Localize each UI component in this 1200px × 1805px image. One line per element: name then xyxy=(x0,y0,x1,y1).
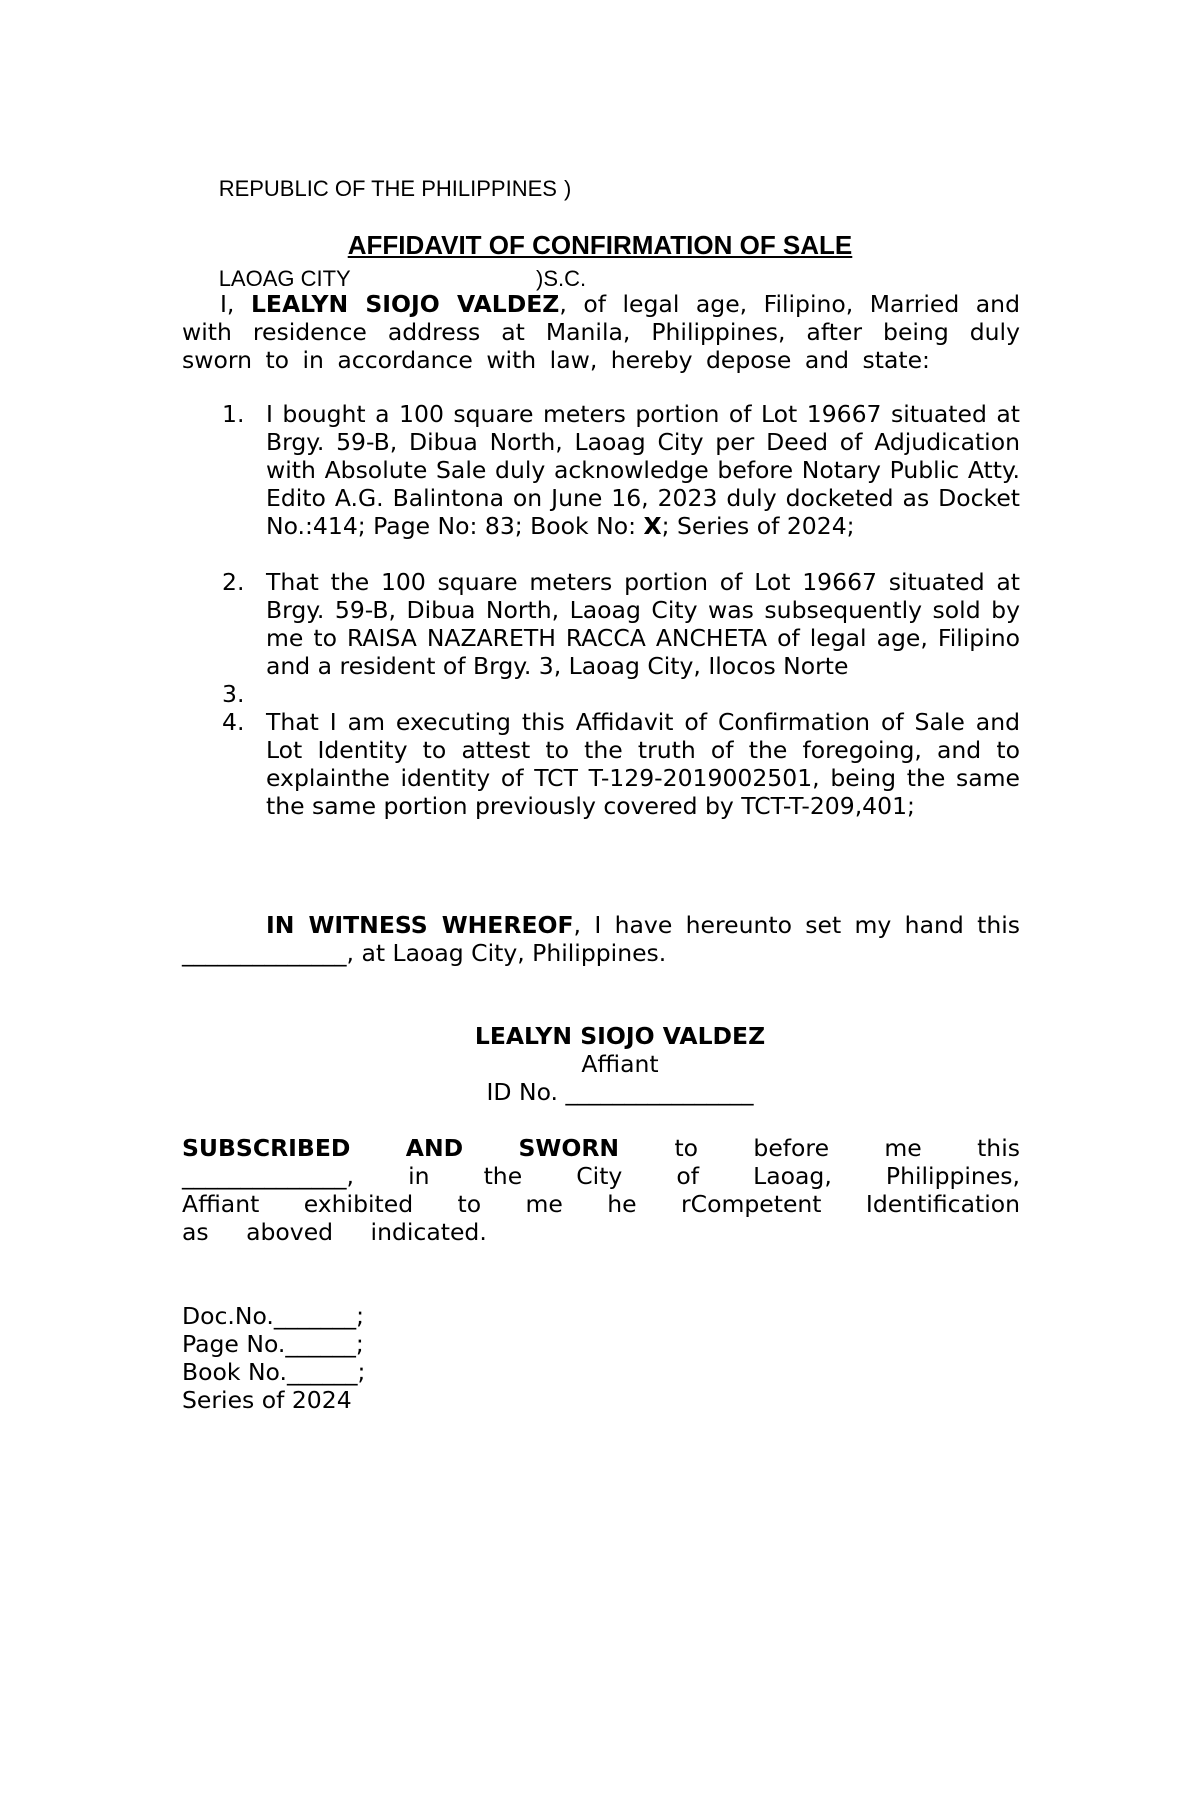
jurat-paragraph xyxy=(182,1134,1020,1246)
signatory-role: Affiant xyxy=(581,1050,659,1078)
item-text: That the 100 square meters portion of Lot 19667 situated at Brgy. 59-B, Dibua North, Laoag City was subsequently sold by me to RAISA NAZARETH RACCA ANCHETA of legal age, Filipino and a resident of Brgy. 3, Laoag City, Ilocos Norte xyxy=(266,568,1020,680)
signature-block xyxy=(0,1022,1200,1106)
intro-paragraph xyxy=(182,290,1020,374)
item-text: That I am executing this Affidavit of Confirmation of Sale and Lot Identity to attest to the truth of the foregoing, and to explainthe identity of TCT T-129-2019002501, being the same the same portion previously covered by TCT-T-209,401; xyxy=(266,708,1020,820)
list-item xyxy=(182,400,1020,540)
statement-list xyxy=(182,400,1020,820)
series: Series of 2024 xyxy=(182,1386,352,1414)
document-title: AFFIDAVIT OF CONFIRMATION OF SALE xyxy=(347,230,853,260)
jurat-word-3: SWORN xyxy=(518,1134,620,1162)
venue-republic: REPUBLIC OF THE PHILIPPINES xyxy=(218,176,557,201)
item-number: 3. xyxy=(222,680,245,708)
intro-text: , of legal age, Filipino, Married and with residence address at Manila, Philippines, after being duly sworn to in accordance with law, hereby depose and state: xyxy=(182,290,1020,374)
item-number: 1. xyxy=(222,400,245,428)
jurat-word-2: AND xyxy=(405,1134,464,1162)
intro-prefix: I, xyxy=(220,290,235,318)
item-number: 4. xyxy=(222,708,245,736)
list-item xyxy=(182,708,1020,820)
doc-no: Doc.No._______; xyxy=(182,1302,365,1330)
list-item xyxy=(182,568,1020,680)
book-no: Book No.______; xyxy=(182,1358,366,1386)
item-text: I bought a 100 square meters portion of Lot 19667 situated at Brgy. 59-B, Dibua North, Laoag City per Deed of Adjudication with Absolute Sale duly acknowledge before Notary Public Atty. Edito A.G. Balintona on June 16, 2023 duly docketed as Docket No.:414; Page No: 83; Book No: xyxy=(266,400,1020,540)
jurat-text: to before me this ______________, in the City of Laoag, Philippines, Affiant exhibited to me he rCompetent Identification as aboved indicated. xyxy=(182,1134,1020,1246)
venue-city: LAOAG CITY xyxy=(218,266,351,291)
item-book-no: X xyxy=(643,512,662,540)
witness-heading: IN WITNESS WHEREOF xyxy=(266,911,574,939)
witness-paragraph xyxy=(182,911,1020,967)
signatory-name: LEALYN SIOJO VALDEZ xyxy=(474,1022,766,1050)
signatory-id: ID No. ________________ xyxy=(486,1078,754,1106)
page-no: Page No.______; xyxy=(182,1330,364,1358)
venue-bracket-1: ) xyxy=(564,176,572,201)
item-number: 2. xyxy=(222,568,245,596)
affiant-name: LEALYN SIOJO VALDEZ xyxy=(250,290,560,318)
item-text-end: ; Series of 2024; xyxy=(661,512,855,540)
venue-line-1 xyxy=(182,144,572,234)
jurat-word-1: SUBSCRIBED xyxy=(182,1134,351,1162)
witness-text: , I have hereunto set my hand this ______________, at Laoag City, Philippines. xyxy=(182,911,1020,967)
venue-sc: )S.C. xyxy=(536,266,587,291)
notarial-register xyxy=(182,1302,365,1414)
list-item xyxy=(182,680,1020,708)
